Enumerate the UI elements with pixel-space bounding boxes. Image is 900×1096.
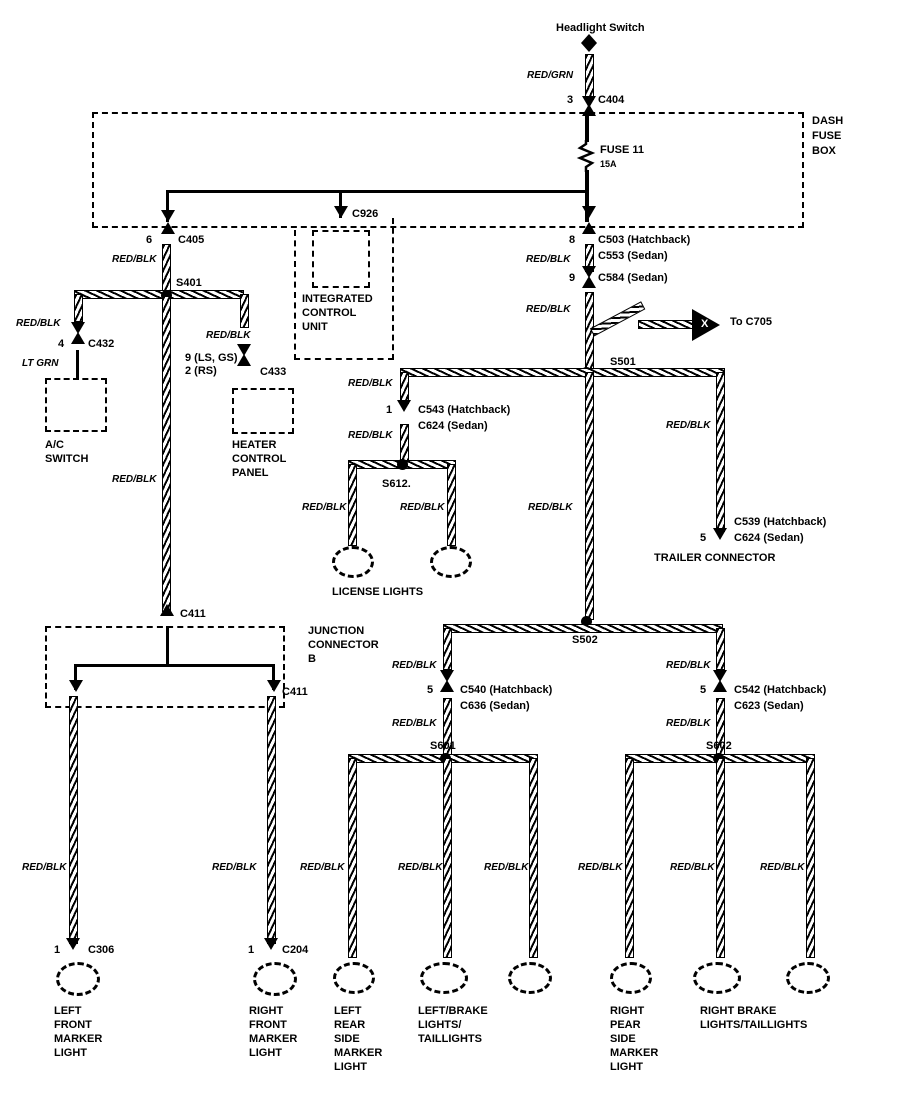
wire-s601-left-leg — [348, 758, 357, 958]
s401-label: S401 — [176, 277, 202, 289]
wire-s612-right — [447, 464, 456, 546]
c432-arrow-up-icon — [71, 332, 85, 344]
ac-switch-box — [45, 378, 107, 432]
wire-junction-in — [166, 626, 169, 666]
wire-s502-bus — [443, 624, 723, 633]
left-brake-lamp-2 — [508, 962, 552, 994]
c542-pin: 5 — [700, 684, 707, 696]
wire-s401-bus — [74, 290, 244, 299]
wire-label-red-blk-c543: RED/BLK — [348, 378, 393, 389]
dash-fuse-box-label: DASH FUSE BOX — [812, 115, 844, 157]
license-lamp-right — [430, 546, 472, 578]
wire-s501-to-s502 — [585, 372, 594, 620]
heater-control-panel-box — [232, 388, 294, 434]
s602-label: S602 — [706, 740, 732, 752]
wire-c404-to-fuse — [585, 116, 589, 142]
wire-label-red-blk-lrsm: RED/BLK — [300, 862, 345, 873]
c539-label: C539 (Hatchback) — [734, 516, 827, 528]
wire-label-red-blk-s602: RED/BLK — [666, 718, 711, 729]
right-brake-lamp-1 — [693, 962, 741, 994]
right-front-marker-lamp — [253, 962, 297, 996]
c540-arrow-up-icon — [440, 680, 454, 692]
headlight-switch-connector-top-icon — [581, 34, 597, 43]
ac-switch-label: A/C SWITCH — [45, 439, 89, 465]
c306-label: C306 — [88, 944, 115, 956]
c926-label: C926 — [352, 208, 379, 220]
c542-label: C542 (Hatchback) — [734, 684, 827, 696]
right-front-marker-label: RIGHT FRONT MARKER LIGHT — [249, 1005, 298, 1059]
left-front-marker-lamp — [56, 962, 100, 996]
c636-label: C636 (Sedan) — [460, 700, 530, 712]
junction-connector-b-label: JUNCTION CONNECTOR B — [308, 625, 379, 665]
wire-label-red-blk-s601: RED/BLK — [392, 718, 437, 729]
wire-s612-left — [348, 464, 357, 546]
wire-label-red-blk-c433: RED/BLK — [206, 330, 251, 341]
c584-pin: 9 — [569, 272, 576, 284]
license-lamp-left — [332, 546, 374, 578]
wire-label-red-blk-rfm: RED/BLK — [212, 862, 257, 873]
wire-label-red-blk-lbt1: RED/BLK — [398, 862, 443, 873]
left-front-marker-label: LEFT FRONT MARKER LIGHT — [54, 1005, 103, 1059]
c503-pin: 8 — [569, 234, 576, 246]
wire-c543-to-s612 — [400, 424, 409, 462]
c411-arrow-up-icon — [160, 604, 174, 616]
wire-label-red-blk-trailer: RED/BLK — [666, 420, 711, 431]
wire-junction-bus — [74, 664, 274, 667]
c624a-label: C624 (Sedan) — [418, 420, 488, 432]
c405-arrow-down-icon — [161, 210, 175, 222]
integrated-control-unit-box — [312, 230, 370, 288]
right-rear-side-marker-label: RIGHT PEAR SIDE MARKER LIGHT — [610, 1005, 659, 1073]
s612-node — [397, 459, 408, 470]
junction-connector-b-box — [45, 626, 285, 708]
c543-pin: 1 — [386, 404, 393, 416]
dash-fuse-box — [92, 112, 804, 228]
icu-outline-left — [294, 230, 296, 360]
wire-label-red-blk-c503: RED/BLK — [526, 254, 571, 265]
c405-arrow-up-icon — [161, 222, 175, 234]
wire-label-red-blk-rbt2: RED/BLK — [760, 862, 805, 873]
wire-c432-to-ac-switch — [76, 350, 79, 378]
c306-pin: 1 — [54, 944, 61, 956]
license-lights-label: LICENSE LIGHTS — [332, 586, 424, 598]
wire-label-red-blk-c432: RED/BLK — [16, 318, 61, 329]
icu-outline-bottom — [294, 358, 394, 360]
s601-label: S601 — [430, 740, 456, 752]
c540-label: C540 (Hatchback) — [460, 684, 553, 696]
c411-bottom-label: C411 — [282, 686, 308, 698]
c405-label: C405 — [178, 234, 205, 246]
c539-pin: 5 — [700, 532, 707, 544]
c503-arrow-down-icon — [582, 206, 596, 218]
wire-to-right-front-marker — [267, 696, 276, 944]
left-brake-lamp-1 — [420, 962, 468, 994]
fuse-11-rating: 15A — [600, 159, 617, 169]
right-brake-lamp-2 — [786, 962, 830, 994]
wire-label-red-blk-long-left: RED/BLK — [112, 474, 157, 485]
c433-pin: 9 (LS, GS) 2 (RS) — [185, 352, 238, 377]
wire-to-c705-horizontal — [638, 320, 696, 329]
wire-label-red-grn: RED/GRN — [527, 70, 574, 81]
integrated-control-unit-label: INTEGRATED CONTROL UNIT — [302, 293, 373, 333]
trailer-connector-label: TRAILER CONNECTOR — [654, 552, 776, 564]
c404-label: C404 — [598, 94, 625, 106]
left-rear-side-marker-label: LEFT REAR SIDE MARKER LIGHT — [334, 1005, 383, 1073]
c543-label: C543 (Hatchback) — [418, 404, 511, 416]
right-brake-taillights-label: RIGHT BRAKE LIGHTS/TAILLIGHTS — [700, 1005, 808, 1031]
c432-label: C432 — [88, 338, 115, 350]
c705-x-mark: X — [701, 318, 709, 330]
wire-label-red-blk-lfm: RED/BLK — [22, 862, 67, 873]
c926-arrow-down-icon — [334, 206, 348, 218]
c433-arrow-up-icon — [237, 354, 251, 366]
c306-arrow-down-icon — [66, 938, 80, 950]
wire-label-red-blk-rbt1: RED/BLK — [670, 862, 715, 873]
wire-s501-bus — [400, 368, 725, 377]
right-rear-side-marker-lamp — [610, 962, 652, 994]
wire-label-red-blk-lic-right: RED/BLK — [400, 502, 445, 513]
wire-label-red-blk-rrsm: RED/BLK — [578, 862, 623, 873]
wire-s401-to-c432 — [74, 294, 83, 322]
wire-red-grn-to-c404 — [585, 54, 594, 100]
c204-pin: 1 — [248, 944, 255, 956]
c542-arrow-up-icon — [713, 680, 727, 692]
wire-s602-right-leg — [806, 758, 815, 958]
wire-label-red-blk-lbt2: RED/BLK — [484, 862, 529, 873]
fuse-11-name: FUSE 11 — [600, 144, 645, 156]
left-rear-side-marker-lamp — [333, 962, 375, 994]
wire-to-left-front-marker — [69, 696, 78, 944]
wire-label-red-blk-c584: RED/BLK — [526, 304, 571, 315]
fuse-11-symbol — [576, 140, 596, 172]
s612-label: S612. — [382, 478, 411, 490]
heater-control-panel-label: HEATER CONTROL PANEL — [232, 439, 287, 479]
c543-arrow-down-icon — [397, 400, 411, 412]
c404-pin: 3 — [567, 94, 574, 106]
wire-label-red-blk-c540: RED/BLK — [392, 660, 437, 671]
wire-label-red-blk-c405: RED/BLK — [112, 254, 157, 265]
to-c705-label: To C705 — [730, 316, 772, 328]
wire-s401-to-c433 — [240, 294, 249, 328]
icu-outline-right — [392, 218, 394, 360]
wire-label-red-blk-s612: RED/BLK — [348, 430, 393, 441]
wire-label-red-blk-lic-left: RED/BLK — [302, 502, 347, 513]
left-brake-taillights-label: LEFT/BRAKE LIGHTS/ TAILLIGHTS — [418, 1005, 488, 1045]
c503-arrow-up-icon — [582, 222, 596, 234]
c584-arrow-up-icon — [582, 276, 596, 288]
wire-label-red-blk-c542: RED/BLK — [666, 660, 711, 671]
c584-label: C584 (Sedan) — [598, 272, 668, 284]
s501-label: S501 — [610, 356, 636, 368]
headlight-switch-connector-bottom-icon — [581, 43, 597, 52]
wire-label-red-blk-trunk: RED/BLK — [528, 502, 573, 513]
wire-s501-to-trailer — [716, 372, 725, 532]
bus-wire-fusebox — [166, 190, 589, 193]
c204-label: C204 — [282, 944, 309, 956]
c411-right-arrow-down-icon — [267, 680, 281, 692]
s502-label: S502 — [572, 634, 598, 646]
c433-label: C433 — [260, 366, 287, 378]
wire-s601-right-leg — [529, 758, 538, 958]
wire-s502-to-c542 — [716, 628, 725, 670]
c432-pin: 4 — [58, 338, 65, 350]
c553-label: C553 (Sedan) — [598, 250, 668, 262]
c540-pin: 5 — [427, 684, 434, 696]
wire-label-lt-grn: LT GRN — [22, 358, 59, 369]
c204-arrow-down-icon — [264, 938, 278, 950]
c405-pin: 6 — [146, 234, 153, 246]
c539-arrow-down-icon — [713, 528, 727, 540]
wire-c405-to-s401 — [162, 244, 171, 294]
wire-s602-mid-leg — [716, 758, 725, 958]
c624b-label: C624 (Sedan) — [734, 532, 804, 544]
wire-s601-mid-leg — [443, 758, 452, 958]
c411-left-arrow-down-icon — [69, 680, 83, 692]
wire-to-c705 — [590, 301, 645, 336]
wire-s502-to-c540 — [443, 628, 452, 670]
wire-s602-left-leg — [625, 758, 634, 958]
c411-top-label: C411 — [180, 608, 206, 620]
c503-label: C503 (Hatchback) — [598, 234, 691, 246]
c623-label: C623 (Sedan) — [734, 700, 804, 712]
headlight-switch-label: Headlight Switch — [556, 22, 645, 34]
wire-s401-to-c411 — [162, 296, 171, 612]
